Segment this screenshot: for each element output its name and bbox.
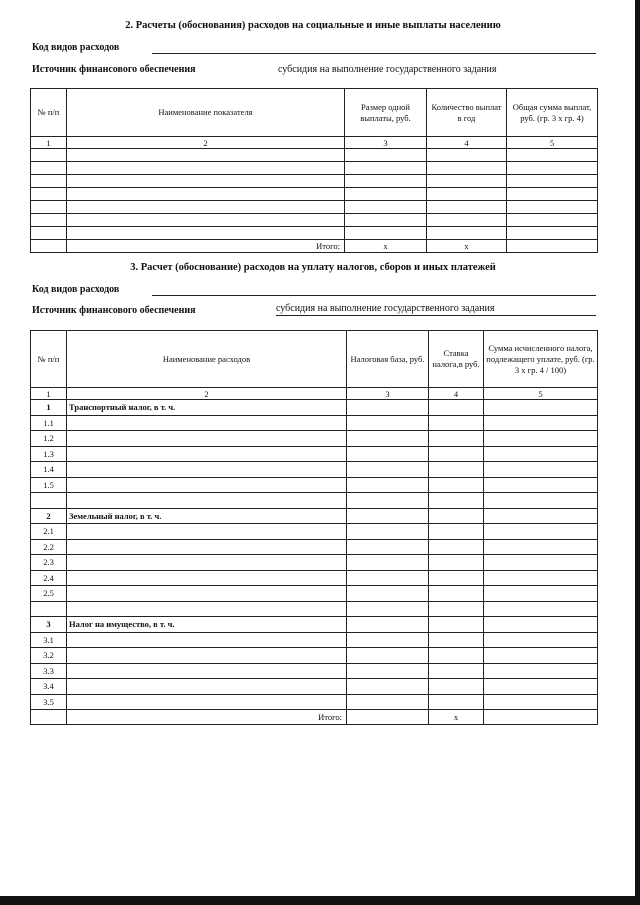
header-sum: Сумма исчисленного налога, подлежащего уплате, руб. (гр. 3 х гр. 4 / 100) (484, 331, 598, 388)
group-name: Транспортный налог, в т. ч. (67, 400, 347, 416)
total-label: Итого: (67, 240, 345, 253)
table-row (31, 431, 598, 447)
group-row (31, 617, 598, 633)
header-name: Наименование показателя (67, 89, 345, 137)
section2-header-row (31, 89, 598, 137)
header-size: Размер одной выплаты, руб. (345, 89, 427, 137)
total-col4: x (427, 240, 507, 253)
table-row (31, 648, 598, 664)
item-num: 3.1 (31, 632, 67, 648)
header-name: Наименование расходов (67, 331, 347, 388)
item-num: 2.2 (31, 539, 67, 555)
table-row (31, 415, 598, 431)
section2-total-row (31, 240, 598, 253)
item-num: 1.2 (31, 431, 67, 447)
spacer-row (31, 601, 598, 617)
header-total: Общая сумма выплат, руб. (гр. 3 х гр. 4) (507, 89, 598, 137)
table-row (31, 149, 598, 162)
item-num: 2.3 (31, 555, 67, 571)
table-row (31, 570, 598, 586)
colnum: 1 (31, 137, 67, 149)
group-row (31, 508, 598, 524)
colnum: 4 (429, 388, 484, 400)
section3-source-value: субсидия на выполнение государственного задания (276, 303, 596, 316)
section2-source-value: субсидия на выполнение государственного задания (278, 64, 497, 75)
item-num: 3.4 (31, 679, 67, 695)
table-row (31, 188, 598, 201)
table-row (31, 477, 598, 493)
colnum: 5 (484, 388, 598, 400)
section3-header-row (31, 331, 598, 388)
item-num: 2.1 (31, 524, 67, 540)
colnum: 4 (427, 137, 507, 149)
section3-table (30, 330, 598, 725)
colnum: 2 (67, 137, 345, 149)
spacer-row (31, 493, 598, 509)
table-row (31, 201, 598, 214)
item-num: 3.3 (31, 663, 67, 679)
total-col3: x (345, 240, 427, 253)
group-num: 3 (31, 617, 67, 633)
total-col4: x (429, 710, 484, 725)
group-name: Налог на имущество, в т. ч. (67, 617, 347, 633)
section3-code-field[interactable] (152, 283, 596, 296)
section2-code-label: Код видов расходов (32, 42, 120, 53)
item-num: 2.4 (31, 570, 67, 586)
table-row (31, 555, 598, 571)
colnum: 5 (507, 137, 598, 149)
scan-edge-right (635, 0, 640, 905)
section2-title: 2. Расчеты (обоснования) расходов на социальные и иные выплаты населению (125, 20, 501, 31)
item-num: 3.5 (31, 694, 67, 710)
group-num: 1 (31, 400, 67, 416)
colnum: 1 (31, 388, 67, 400)
colnum: 3 (345, 137, 427, 149)
table-row (31, 175, 598, 188)
item-num: 1.1 (31, 415, 67, 431)
group-name: Земельный налог, в т. ч. (67, 508, 347, 524)
table-row (31, 162, 598, 175)
section3-colnum-row (31, 388, 598, 400)
section3-total-row (31, 710, 598, 725)
section3-code-label: Код видов расходов (32, 284, 120, 295)
group-num: 2 (31, 508, 67, 524)
table-row (31, 462, 598, 478)
section3-source-label: Источник финансового обеспечения (32, 305, 196, 316)
header-num: № п/п (31, 89, 67, 137)
item-num: 1.3 (31, 446, 67, 462)
table-row (31, 586, 598, 602)
table-row (31, 679, 598, 695)
group-row (31, 400, 598, 416)
table-row (31, 524, 598, 540)
item-num: 3.2 (31, 648, 67, 664)
section2-code-field[interactable] (152, 41, 596, 54)
table-row (31, 632, 598, 648)
section2-source-label: Источник финансового обеспечения (32, 64, 196, 75)
header-num: № п/п (31, 331, 67, 388)
colnum: 3 (347, 388, 429, 400)
header-base: Налоговая база, руб. (347, 331, 429, 388)
table-row (31, 446, 598, 462)
table-row (31, 694, 598, 710)
section3-title: 3. Расчет (обоснование) расходов на уплату налогов, сборов и иных платежей (130, 262, 496, 273)
item-num: 1.5 (31, 477, 67, 493)
scan-edge-bottom (0, 896, 640, 905)
header-rate: Ставка налога,в руб. (429, 331, 484, 388)
total-label: Итого: (67, 710, 347, 725)
table-row (31, 214, 598, 227)
item-num: 2.5 (31, 586, 67, 602)
table-row (31, 539, 598, 555)
table-row (31, 227, 598, 240)
section2-table (30, 88, 598, 253)
colnum: 2 (67, 388, 347, 400)
section2-colnum-row (31, 137, 598, 149)
item-num: 1.4 (31, 462, 67, 478)
table-row (31, 663, 598, 679)
header-count: Количество выплат в год (427, 89, 507, 137)
